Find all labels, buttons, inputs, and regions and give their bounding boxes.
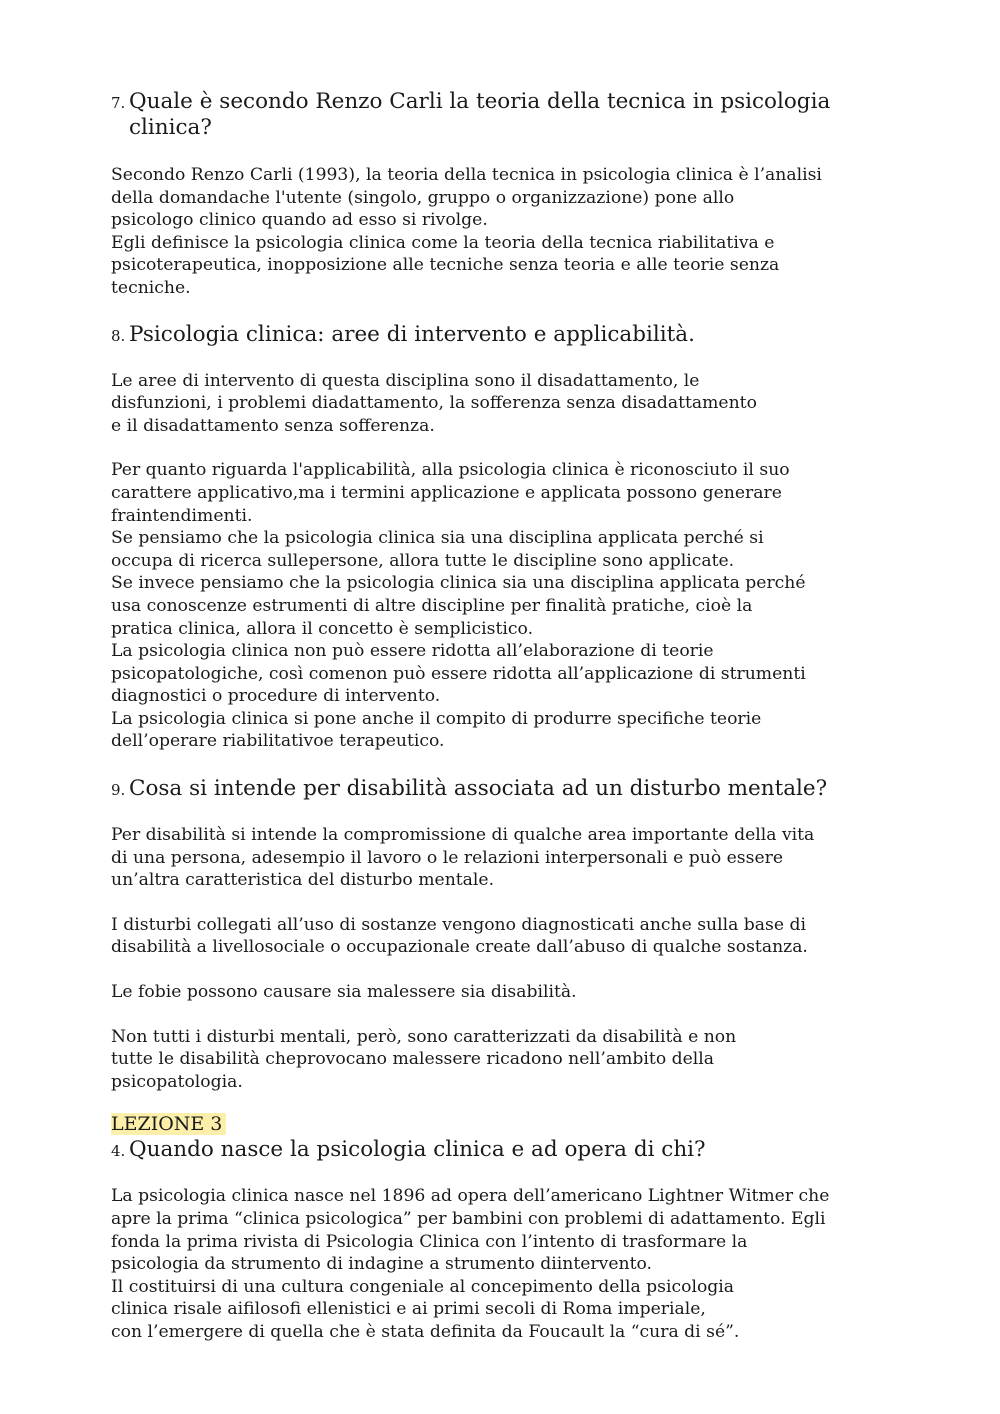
question-title xyxy=(129,322,891,348)
text-line: un’altra caratteristica del disturbo mentale. xyxy=(111,870,495,891)
text-line: Per disabilità si intende la compromissione di qualche area importante della vita xyxy=(111,825,815,846)
lesson-label: LEZIONE 3 xyxy=(111,1113,226,1135)
text-line: Non tutti i disturbi mentali, però, sono caratterizzati da disabilità e non xyxy=(111,1026,737,1047)
text-line: psicopatologia. xyxy=(111,1071,243,1092)
question-title-line: Psicologia clinica: aree di intervento e applicabilità. xyxy=(129,321,695,347)
question-number: 4. xyxy=(111,1142,126,1161)
text-line: disfunzioni, i problemi diadattamento, la sofferenza senza disadattamento xyxy=(111,393,757,414)
text-line: Egli definisce la psicologia clinica come la teoria della tecnica riabilitativa e xyxy=(111,232,775,253)
text-line: tutte le disabilità cheprovocano malessere ricadono nell’ambito della xyxy=(111,1049,715,1070)
text-line: Le aree di intervento di questa disciplina sono il disadattamento, le xyxy=(111,370,700,391)
text-line: La psicologia clinica nasce nel 1896 ad opera dell’americano Lightner Witmer che xyxy=(111,1186,830,1207)
text-line: psicologia da strumento di indagine a strumento diintervento. xyxy=(111,1254,653,1275)
question-title-line: Quando nasce la psicologia clinica e ad opera di chi? xyxy=(129,1137,706,1163)
text-line: La psicologia clinica non può essere ridotta all’elaborazione di teorie xyxy=(111,641,714,662)
text-line: I disturbi collegati all’uso di sostanze vengono diagnosticati anche sulla base di xyxy=(111,914,807,935)
question-number: 7. xyxy=(111,94,126,112)
text-line: usa conoscenze estrumenti di altre discipline per finalità pratiche, cioè la xyxy=(111,595,753,616)
answer-paragraph xyxy=(111,1185,891,1343)
text-line: psicologo clinico quando ad esso si rivolge. xyxy=(111,210,488,231)
text-line: La psicologia clinica si pone anche il compito di produrre specifiche teorie xyxy=(111,708,762,729)
text-line: pratica clinica, allora il concetto è semplicistico. xyxy=(111,618,534,639)
section-9 xyxy=(111,776,891,1093)
question-title xyxy=(129,89,891,141)
answer-paragraph xyxy=(111,1026,891,1094)
text-line: disabilità a livellosociale o occupazionale create dall’abuso di qualche sostanza. xyxy=(111,937,808,958)
answer-paragraph xyxy=(111,981,891,1004)
text-line: di una persona, adesempio il lavoro o le relazioni interpersonali e può essere xyxy=(111,847,784,868)
question-heading xyxy=(111,776,891,803)
text-line: dell’operare riabilitativoe terapeutico. xyxy=(111,731,445,752)
text-line: Il costituirsi di una cultura congeniale al concepimento della psicologia xyxy=(111,1276,735,1297)
question-title-line: Quale è secondo Renzo Carli la teoria della tecnica in psicologia xyxy=(129,89,831,114)
document-page xyxy=(111,89,891,1344)
question-title-line: Cosa si intende per disabilità associata ad un disturbo mentale? xyxy=(129,776,828,802)
text-line: Se invece pensiamo che la psicologia clinica sia una disciplina applicata perché xyxy=(111,573,806,594)
text-line: fraintendimenti. xyxy=(111,505,253,526)
question-title xyxy=(129,1137,891,1163)
text-line: Secondo Renzo Carli (1993), la teoria della tecnica in psicologia clinica è l’analisi xyxy=(111,165,822,185)
question-heading xyxy=(111,89,891,141)
text-line: psicoterapeutica, inopposizione alle tecniche senza teoria e alle teorie senza xyxy=(111,255,780,276)
text-line: diagnostici o procedure di intervento. xyxy=(111,686,441,707)
text-line: apre la prima “clinica psicologica” per bambini con problemi di adattamento. Egli xyxy=(111,1209,826,1229)
text-line: Se pensiamo che la psicologia clinica sia una disciplina applicata perché si xyxy=(111,528,764,549)
lesson-section xyxy=(111,1113,891,1343)
text-line: clinica risale aifilosofi ellenistici e ai primi secoli di Roma imperiale, xyxy=(111,1299,706,1320)
answer-paragraph xyxy=(111,164,891,300)
answer-paragraph xyxy=(111,824,891,892)
text-line: e il disadattamento senza sofferenza. xyxy=(111,415,435,436)
question-number: 8. xyxy=(111,326,126,345)
question-number: 9. xyxy=(111,781,126,800)
answer-paragraph xyxy=(111,370,891,438)
section-8 xyxy=(111,322,891,754)
text-line: della domandache l'utente (singolo, gruppo o organizzazione) pone allo xyxy=(111,187,735,208)
section-7 xyxy=(111,89,891,300)
text-line: psicopatologiche, così comenon può essere ridotta all’applicazione di strumenti xyxy=(111,663,806,684)
question-title-line: clinica? xyxy=(129,115,212,140)
question-heading xyxy=(111,322,891,349)
text-line: fonda la prima rivista di Psicologia Clinica con l’intento di trasformare la xyxy=(111,1231,748,1252)
answer-paragraph xyxy=(111,914,891,959)
answer-paragraph xyxy=(111,459,891,753)
text-line: con l’emergere di quella che è stata definita da Foucault la “cura di sé”. xyxy=(111,1321,740,1342)
question-title xyxy=(129,776,891,802)
text-line: Per quanto riguarda l'applicabilità, alla psicologia clinica è riconosciuto il suo xyxy=(111,460,790,481)
text-line: carattere applicativo,ma i termini applicazione e applicata possono generare xyxy=(111,482,782,503)
text-line: Le fobie possono causare sia malessere sia disabilità. xyxy=(111,982,577,1003)
text-line: tecniche. xyxy=(111,277,191,298)
question-heading xyxy=(111,1137,891,1164)
text-line: occupa di ricerca sullepersone, allora tutte le discipline sono applicate. xyxy=(111,550,735,571)
